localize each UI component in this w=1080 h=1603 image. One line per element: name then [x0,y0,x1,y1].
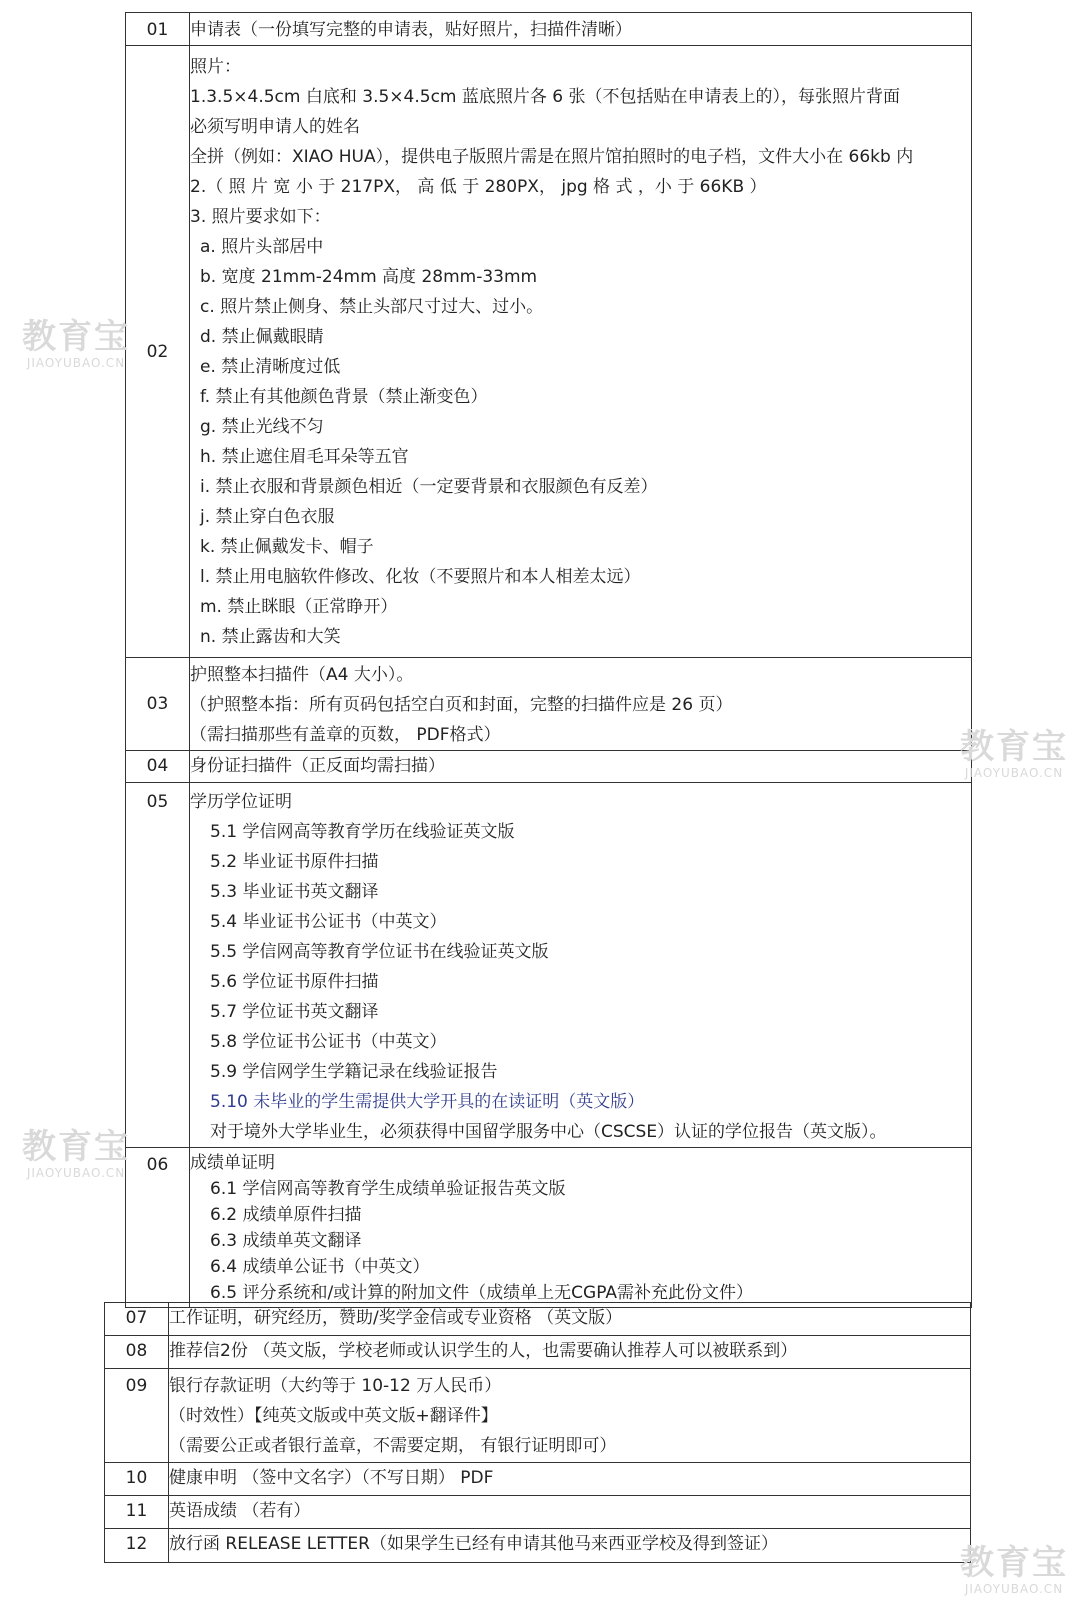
text-line: 1.3.5×4.5cm 白底和 3.5×4.5cm 蓝底照片各 6 张（不包括贴在申请表上的），每张照片背面 [190,87,900,107]
text-line: 5.2 毕业证书原件扫描 [210,852,379,872]
text-line: 工作证明，研究经历，赞助/奖学金信或专业资格 （英文版） [169,1308,623,1328]
text-line: l. 禁止用电脑软件修改、化妆（不要照片和本人相差太远） [200,567,641,587]
text-line: 5.7 学位证书英文翻译 [210,1002,379,1022]
table-row [105,1529,971,1563]
table-row [105,1303,971,1336]
requirements-table-lower [104,1302,971,1563]
text-line: 3. 照片要求如下： [190,207,331,227]
row-number: 12 [105,1529,169,1563]
text-line: 6.1 学信网高等教育学生成绩单验证报告英文版 [210,1179,566,1199]
text-line: 英语成绩 （若有） [169,1501,311,1521]
text-line: f. 禁止有其他颜色背景（禁止渐变色） [200,387,488,407]
text-line: 6.3 成绩单英文翻译 [210,1231,362,1251]
text-line: 护照整本扫描件（A4 大小）。 [190,665,414,685]
table-row [105,1336,971,1369]
text-line: （需要公正或者银行盖章，不需要定期， 有银行证明即可） [169,1436,617,1456]
text-line: n. 禁止露齿和大笑 [200,627,341,647]
row-number: 10 [105,1463,169,1496]
row-content [190,1148,972,1308]
text-line: 照片： [190,57,241,77]
text-line: e. 禁止清晰度过低 [200,357,341,377]
text-line: 5.6 学位证书原件扫描 [210,972,379,992]
text-line: 学历学位证明 [190,792,292,812]
watermark: 教育宝 JIAOYUBAO.CN [22,1127,130,1180]
text-line: c. 照片禁止侧身、禁止头部尺寸过大、过小。 [200,297,544,317]
text-line: （时效性）【纯英文版或中英文版+翻译件】 [169,1406,498,1426]
table-row [126,13,972,46]
text-line: 全拼（例如：XIAO HUA），提供电子版照片需是在照片馆拍照时的电子档，文件大小在 66kb 内 [190,147,914,167]
row-content [169,1529,971,1563]
text-line: 银行存款证明（大约等于 10-12 万人民币） [169,1376,502,1396]
text-line: a. 照片头部居中 [200,237,324,257]
row-number: 05 [126,783,190,1148]
text-line: 6.4 成绩单公证书（中英文） [210,1257,430,1277]
text-line: d. 禁止佩戴眼睛 [200,327,324,347]
text-line: 5.8 学位证书公证书（中英文） [210,1032,447,1052]
table-row [126,751,972,783]
text-line: 健康申明 （签中文名字）（不写日期） PDF [169,1468,494,1488]
row-number: 08 [105,1336,169,1369]
row-number: 04 [126,751,190,783]
text-line: 2.（ 照 片 宽 小 于 217PX， 高 低 于 280PX， jpg 格 式 ，小 于 66KB ） [190,177,767,197]
row-content [190,658,972,751]
text-line: 6.5 评分系统和/或计算的附加文件（成绩单上无CGPA需补充此份文件） [210,1283,754,1303]
table-row [126,1148,972,1308]
row-number: 03 [126,658,190,751]
text-line: 5.5 学信网高等教育学位证书在线验证英文版 [210,942,549,962]
text-line: 5.4 毕业证书公证书（中英文） [210,912,447,932]
text-line: 5.1 学信网高等教育学历在线验证英文版 [210,822,515,842]
text-line: b. 宽度 21mm-24mm 高度 28mm-33mm [200,267,538,287]
text-line: 必须写明申请人的姓名 [190,117,360,137]
table-row [126,46,972,658]
table-row [105,1463,971,1496]
requirements-table-upper [125,12,972,1308]
table-row [126,658,972,751]
text-line: 申请表（一份填写完整的申请表，贴好照片，扫描件清晰） [190,20,632,40]
text-line: 6.2 成绩单原件扫描 [210,1205,362,1225]
row-content [190,783,972,1148]
text-line: 对于境外大学毕业生，必须获得中国留学服务中心（CSCSE）认证的学位报告（英文版）。 [210,1122,887,1142]
text-line: 身份证扫描件（正反面均需扫描） [190,756,445,776]
row-content [190,13,972,46]
table-row [126,783,972,1148]
text-line: 5.3 毕业证书英文翻译 [210,882,379,902]
row-content [169,1463,971,1496]
text-line-highlighted: 5.10 未毕业的学生需提供大学开具的在读证明（英文版） [210,1092,645,1112]
row-content [190,46,972,658]
table-row [105,1496,971,1529]
row-content [169,1369,971,1463]
text-line: （护照整本指：所有页码包括空白页和封面，完整的扫描件应是 26 页） [190,695,733,715]
row-number: 01 [126,13,190,46]
watermark: 教育宝 JIAOYUBAO.CN [960,727,1068,780]
row-number: 06 [126,1148,190,1308]
text-line: g. 禁止光线不匀 [200,417,324,437]
row-content [169,1303,971,1336]
text-line: h. 禁止遮住眉毛耳朵等五官 [200,447,409,467]
row-content [169,1336,971,1369]
text-line: 5.9 学信网学生学籍记录在线验证报告 [210,1062,498,1082]
watermark: 教育宝 JIAOYUBAO.CN [22,317,130,370]
text-line: 成绩单证明 [190,1153,275,1173]
text-line: i. 禁止衣服和背景颜色相近（一定要背景和衣服颜色有反差） [200,477,658,497]
text-line: （需扫描那些有盖章的页数， PDF格式） [190,725,501,745]
watermark: 教育宝 JIAOYUBAO.CN [960,1543,1068,1596]
table-row [105,1369,971,1463]
text-line: 放行函 RELEASE LETTER（如果学生已经有申请其他马来西亚学校及得到签证） [169,1534,778,1554]
row-number: 11 [105,1496,169,1529]
row-content [169,1496,971,1529]
row-content [190,751,972,783]
row-number: 02 [126,46,190,658]
row-number: 07 [105,1303,169,1336]
text-line: k. 禁止佩戴发卡、帽子 [200,537,374,557]
text-line: m. 禁止眯眼（正常睁开） [200,597,398,617]
text-line: 推荐信2份 （英文版，学校老师或认识学生的人，也需要确认推荐人可以被联系到） [169,1341,798,1361]
row-number: 09 [105,1369,169,1463]
text-line: j. 禁止穿白色衣服 [200,507,335,527]
